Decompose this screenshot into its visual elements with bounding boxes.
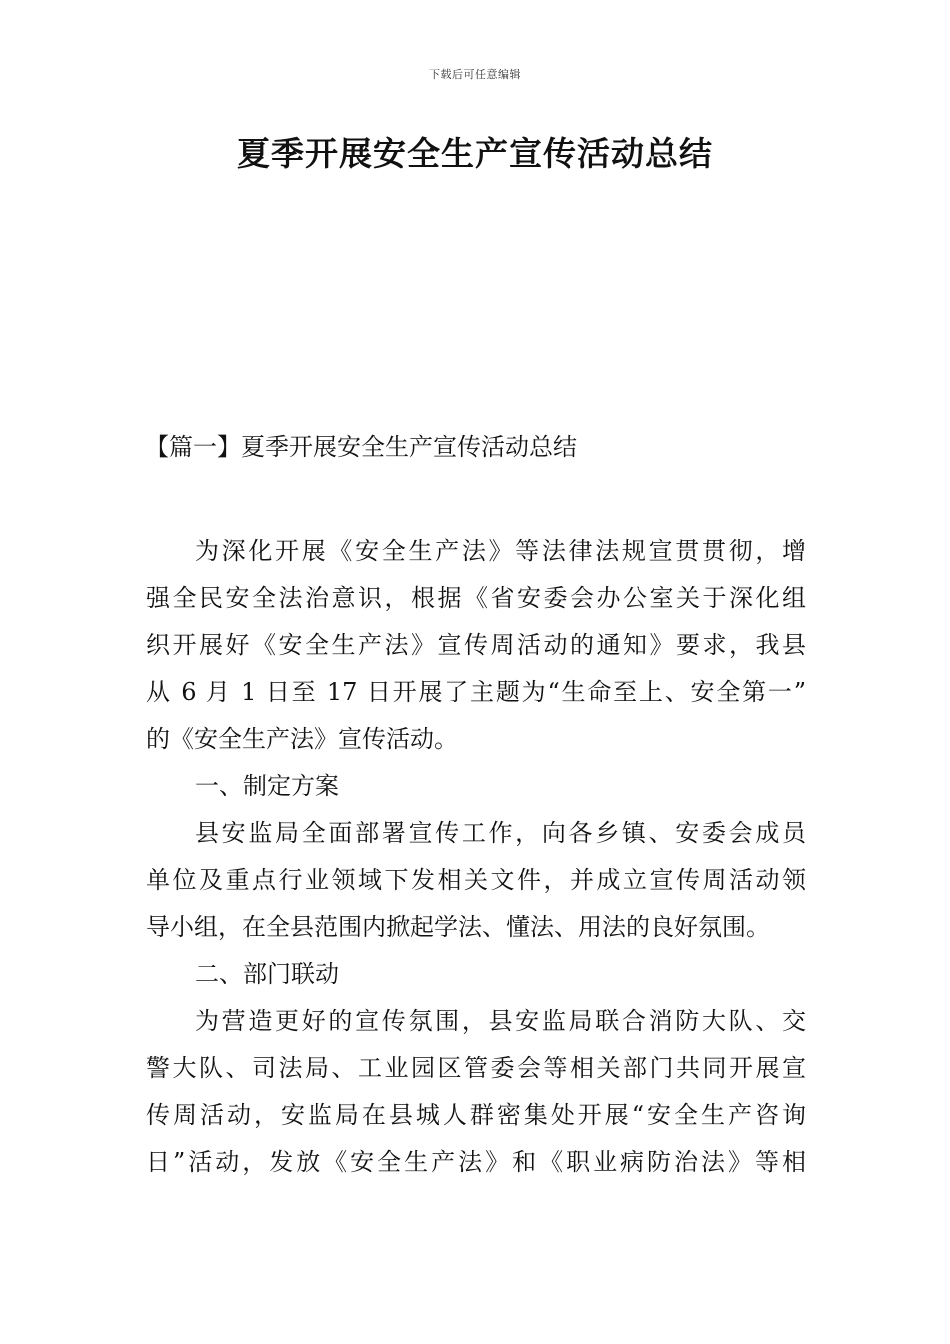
document-title: 夏季开展安全生产宣传活动总结 (237, 134, 713, 173)
subsection-heading: 二、部门联动 (195, 960, 339, 988)
body-line: 日”活动，发放《安全生产法》和《职业病防治法》等相 (146, 1148, 806, 1176)
body-line: 警大队、司法局、工业园区管委会等相关部门共同开展宣 (146, 1054, 806, 1082)
body-line: 强全民安全法治意识，根据《省安委会办公室关于深化组 (146, 584, 806, 612)
section-heading: 【篇一】夏季开展安全生产宣传活动总结 (145, 433, 577, 461)
body-line: 为营造更好的宣传氛围，县安监局联合消防大队、交 (195, 1007, 806, 1035)
body-line: 的《安全生产法》宣传活动。 (146, 725, 458, 753)
body-line: 导小组，在全县范围内掀起学法、懂法、用法的良好氛围。 (146, 913, 770, 941)
body-line: 从 6 月 1 日至 17 日开展了主题为“生命至上、安全第一” (146, 678, 806, 706)
body-line: 单位及重点行业领域下发相关文件，并成立宣传周活动领 (146, 866, 806, 894)
body-line: 传周活动，安监局在县城人群密集处开展“安全生产咨询 (146, 1101, 806, 1129)
body-line: 为深化开展《安全生产法》等法律法规宣贯贯彻，增 (195, 537, 806, 565)
document-body (146, 528, 806, 1186)
subsection-heading: 一、制定方案 (195, 772, 339, 800)
body-line: 织开展好《安全生产法》宣传周活动的通知》要求，我县 (146, 631, 806, 659)
header-note: 下载后可任意编辑 (429, 68, 521, 81)
body-line: 县安监局全面部署宣传工作，向各乡镇、安委会成员 (195, 819, 806, 847)
